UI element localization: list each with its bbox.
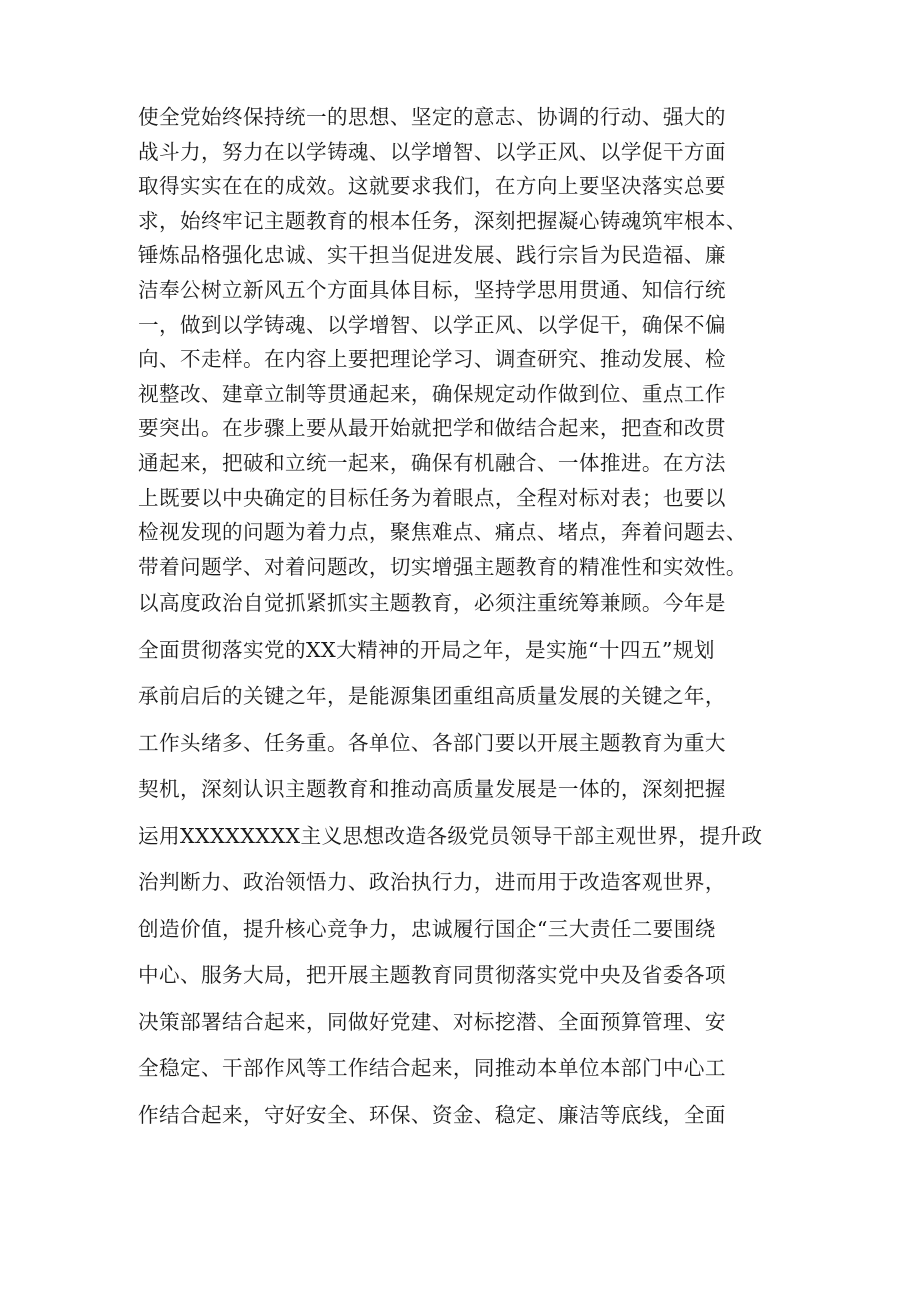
- text-line: 作结合起来，守好安全、环保、资金、稳定、廉洁等底线，全面: [138, 1102, 726, 1127]
- text-line: 一，做到以学铸魂、以学增智、以学正风、以学促干，确保不偏: [138, 312, 726, 337]
- text-line: 上既要以中央确定的目标任务为着眼点，全程对标对表；也要以: [138, 485, 726, 510]
- text-line: 锤炼品格强化忠诚、实干担当促进发展、践行宗旨为民造福、廉: [138, 243, 726, 268]
- text-line: 带着问题学、对着问题改，切实增强主题教育的精准性和实效性。: [138, 554, 747, 579]
- text-line: 通起来，把破和立统一起来，确保有机融合、一体推进。在方法: [138, 450, 726, 475]
- text-line: 要突出。在步骤上要从最开始就把学和做结合起来，把查和改贯: [138, 416, 726, 441]
- text-line: 求，始终牢记主题教育的根本任务，深刻把握凝心铸魂筑牢根本、: [138, 208, 747, 233]
- text-line: 全面贯彻落实党的XX大精神的开局之年，是实施“十四五”规划: [138, 637, 715, 662]
- text-line: 以高度政治自觉抓紧抓实主题教育，必须注重统筹兼顾。今年是: [138, 591, 726, 615]
- text-line: 治判断力、政治领悟力、政治执行力，进而用于改造客观世界，: [138, 870, 726, 894]
- text-line: 契机，深刻认识主题教育和推动高质量发展是一体的，深刻把握: [138, 777, 726, 801]
- text-line: 向、不走样。在内容上要把理论学习、调查研究、推动发展、检: [138, 347, 726, 372]
- text-line: 中心、服务大局，把开展主题教育同贯彻落实党中央及省委各项: [138, 963, 726, 987]
- text-line: 承前启后的关键之年，是能源集团重组高质量发展的关键之年，: [138, 684, 726, 708]
- text-line: 洁奉公树立新风五个方面具体目标，坚持学思用贯通、知信行统: [138, 277, 726, 302]
- text-line: 取得实实在在的成效。这就要求我们，在方向上要坚决落实总要: [138, 174, 726, 199]
- text-line: 战斗力，努力在以学铸魂、以学增智、以学正风、以学促干方面: [138, 139, 726, 164]
- text-line: 全稳定、干部作风等工作结合起来，同推动本单位本部门中心工: [138, 1056, 726, 1080]
- text-line: 检视发现的问题为着力点，聚焦难点、痛点、堵点，奔着问题去、: [138, 520, 747, 545]
- text-line: 工作头绪多、任务重。各单位、各部门要以开展主题教育为重大: [138, 730, 726, 755]
- paragraph-2: [138, 580, 808, 1138]
- text-line: 决策部署结合起来，同做好党建、对标挖潜、全面预算管理、安: [138, 1009, 726, 1034]
- text-line: 使全党始终保持统一的思想、坚定的意志、协调的行动、强大的: [138, 105, 726, 129]
- text-line: 视整改、建章立制等贯通起来，确保规定动作做到位、重点工作: [138, 381, 726, 406]
- paragraph-1: [138, 100, 808, 584]
- text-line: 运用XXXXXXXX主义思想改造各级党员领导干部主观世界，提升政: [138, 823, 763, 848]
- text-line: 创造价值，提升核心竞争力，忠诚履行国企“三大责任二要围绕: [138, 916, 716, 941]
